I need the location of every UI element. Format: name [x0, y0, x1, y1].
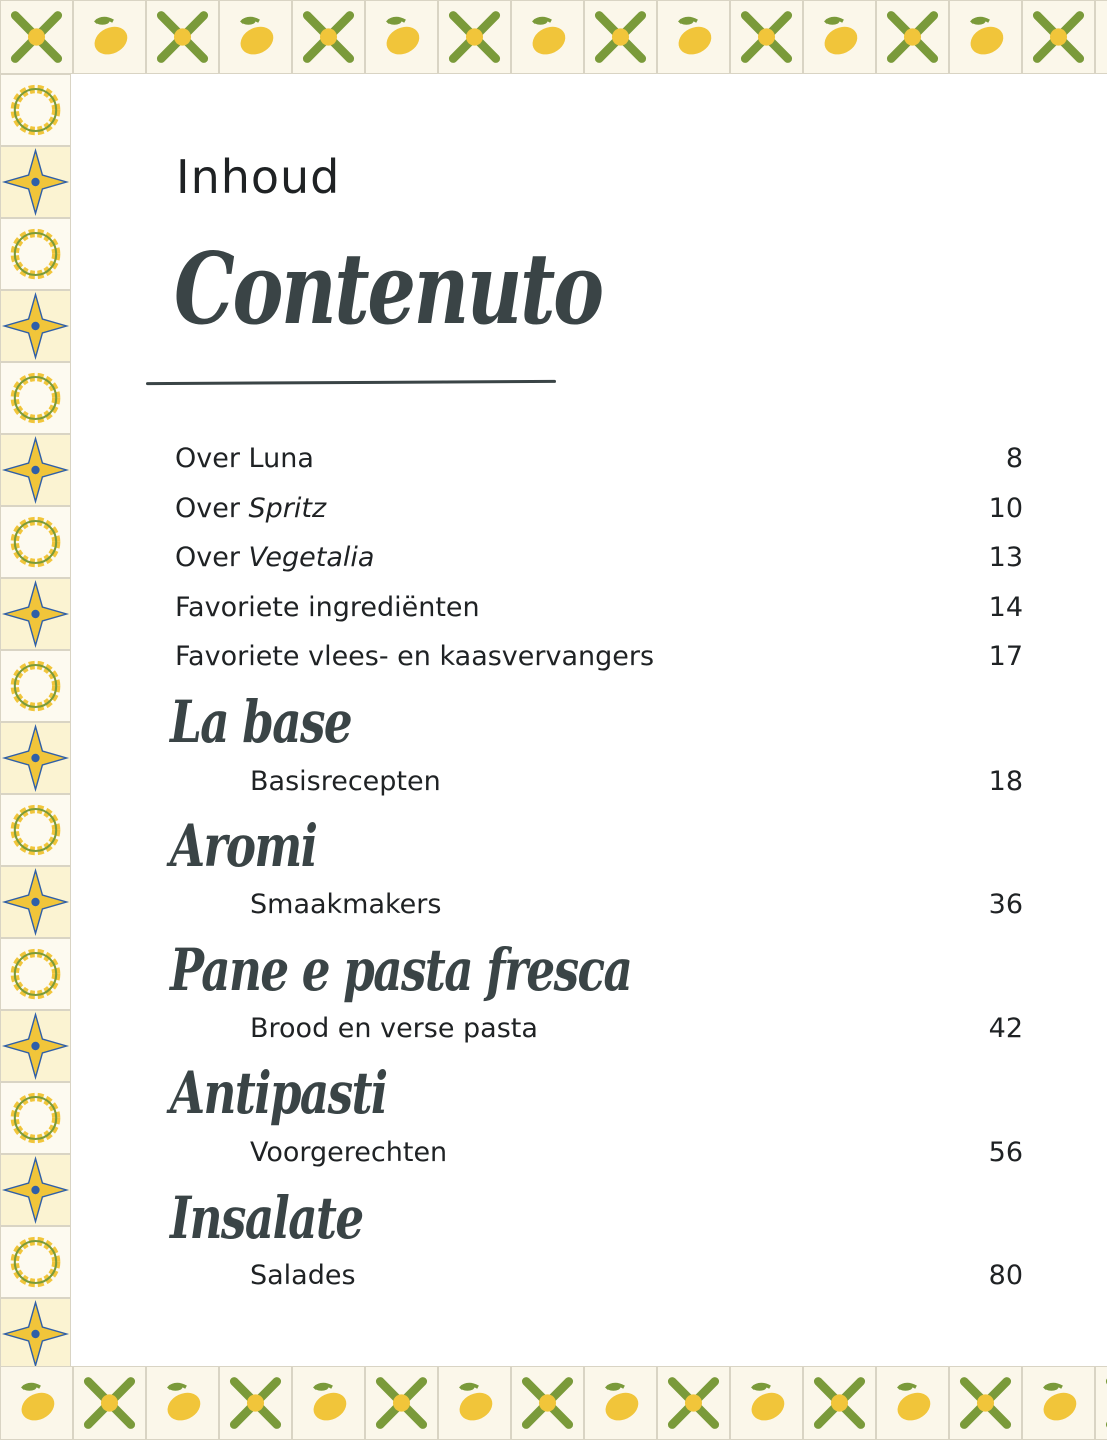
script-title: Contenuto — [174, 232, 602, 347]
toc-entry-page: 42 — [988, 1013, 1023, 1044]
toc-entry-label: Voorgerechten — [250, 1137, 448, 1168]
toc-entry-page: 80 — [988, 1260, 1023, 1291]
title-underline — [146, 380, 556, 385]
toc-entry[interactable] — [175, 889, 1023, 929]
section-title-insalate: Insalate — [170, 1184, 363, 1252]
toc-entry-label: Basisrecepten — [250, 766, 441, 797]
toc-entry[interactable] — [175, 1013, 1023, 1053]
section-title-aromi: Aromi — [170, 812, 317, 880]
toc-entry[interactable] — [175, 1137, 1023, 1177]
toc-entry-page: 56 — [988, 1137, 1023, 1168]
toc-entry[interactable] — [175, 592, 1023, 632]
toc-entry[interactable] — [175, 1260, 1023, 1300]
toc-entry[interactable] — [175, 641, 1023, 681]
toc-entry-label: Favoriete ingrediënten — [175, 592, 480, 623]
toc-entry-page: 8 — [1005, 443, 1023, 474]
toc-entry-page: 10 — [988, 493, 1023, 524]
toc-entry-page: 36 — [988, 889, 1023, 920]
page-title: Inhoud — [176, 150, 341, 204]
toc-entry-label: Over Luna — [175, 443, 314, 474]
section-title-antipasti: Antipasti — [170, 1059, 387, 1127]
toc-entry[interactable] — [175, 443, 1023, 483]
toc-entry-label: Salades — [250, 1260, 356, 1291]
toc-entry[interactable] — [175, 542, 1023, 582]
toc-entry[interactable] — [175, 493, 1023, 533]
toc-entry-page: 17 — [988, 641, 1023, 672]
toc-entry[interactable] — [175, 766, 1023, 806]
toc-entry-label: Over Vegetalia — [175, 542, 375, 573]
toc-entry-label: Over Spritz — [175, 493, 327, 524]
toc-entry-label: Smaakmakers — [250, 889, 442, 920]
section-title-pane-e-pasta-fresca: Pane e pasta fresca — [170, 936, 632, 1004]
toc-entry-label: Brood en verse pasta — [250, 1013, 538, 1044]
toc-entry-label: Favoriete vlees- en kaasvervangers — [175, 641, 655, 672]
section-title-la-base: La base — [170, 688, 352, 756]
toc-entry-page: 18 — [988, 766, 1023, 797]
toc-entry-page: 13 — [988, 542, 1023, 573]
toc-entry-page: 14 — [988, 592, 1023, 623]
